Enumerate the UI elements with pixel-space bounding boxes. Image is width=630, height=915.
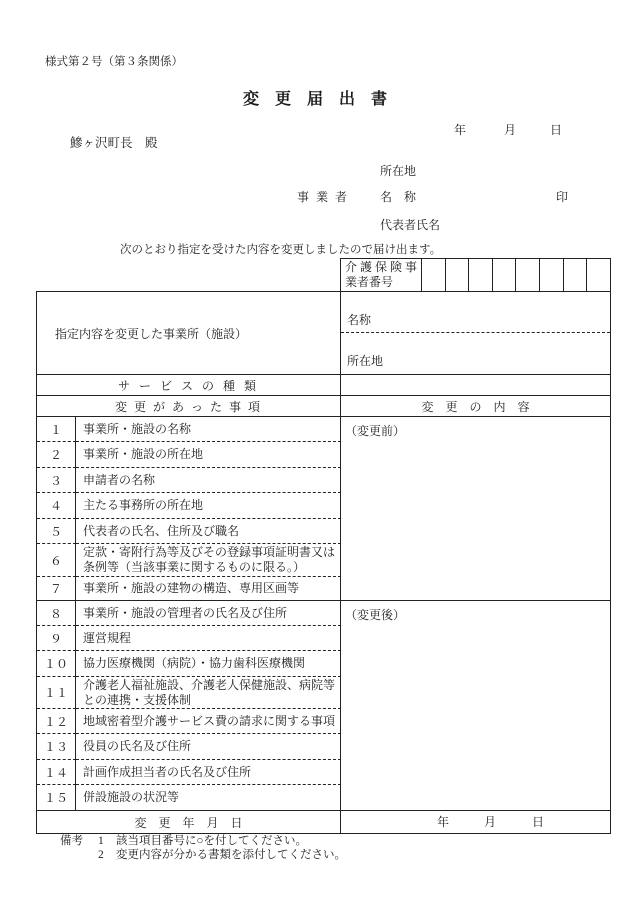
change-item-text — [76, 468, 341, 493]
facility-fields — [341, 292, 611, 375]
change-item-text-line: 協力医療機関（病院）・協力歯科医療機関 — [83, 656, 306, 670]
facility-row — [37, 292, 611, 375]
after-label: （変更後） — [345, 608, 406, 622]
provider-number-box — [340, 258, 611, 292]
change-item-text-line: 代表者の氏名、住所及び職名 — [83, 523, 240, 538]
change-item-text — [76, 760, 341, 785]
change-item-number: １１ — [37, 677, 76, 709]
addressee: 鰺ヶ沢町長 殿 — [70, 136, 158, 150]
intro-text: 次のとおり指定を受けた内容を変更しましたので届け出ます。 — [120, 244, 442, 256]
change-item-text-line: 介護老人福祉施設、介護老人保健施設、病院等 — [83, 677, 336, 692]
table-header-row — [37, 396, 611, 417]
provider-number-row — [341, 259, 611, 292]
provider-number-digit[interactable] — [564, 259, 588, 292]
change-item-row — [37, 417, 611, 442]
change-item-text — [76, 519, 341, 544]
applicant-address-label: 所在地 — [380, 164, 417, 178]
before-label: （変更前） — [345, 424, 406, 438]
change-form-table — [36, 291, 611, 834]
change-item-number: ９ — [37, 626, 76, 651]
change-item-text-line: 計画作成担当者の氏名及び住所 — [83, 764, 252, 779]
change-item-number: ４ — [37, 493, 76, 519]
applicant-group-label: 事 業 者 — [297, 190, 350, 204]
service-type-field[interactable] — [341, 375, 611, 396]
change-item-text — [76, 734, 341, 760]
provider-number-digit[interactable] — [493, 259, 517, 292]
items-header: 変 更 が あ っ た 事 項 — [37, 396, 341, 417]
change-item-text — [76, 677, 341, 709]
seal-label: 印 — [556, 190, 569, 204]
change-item-text-line: 定款・寄附行為等及びその登録事項証明書又は — [83, 545, 336, 559]
change-year-label: 年 — [437, 815, 450, 829]
change-item-number: ６ — [37, 544, 76, 577]
change-item-text — [76, 417, 341, 442]
provider-number-label-line1: 介 護 保 険 事 — [345, 260, 418, 274]
change-item-text-line: との連携・支援体制 — [83, 692, 192, 707]
change-item-number: ２ — [37, 442, 76, 468]
change-item-text — [76, 544, 341, 577]
change-item-number: １２ — [37, 709, 76, 734]
content-before-area[interactable] — [341, 417, 611, 601]
provider-number-digit[interactable] — [469, 259, 493, 292]
content-after-area[interactable] — [341, 601, 611, 811]
submission-day-label: 日 — [550, 123, 563, 137]
facility-name-field[interactable] — [341, 292, 610, 333]
provider-number-digit[interactable] — [422, 259, 446, 292]
content-header: 変 更 の 内 容 — [341, 396, 611, 417]
change-item-text-line: 事業所・施設の所在地 — [83, 447, 204, 461]
change-item-text — [76, 493, 341, 519]
change-item-number: １４ — [37, 760, 76, 785]
change-item-text-line: 条例等（当該事業に関するものに限る。） — [83, 560, 306, 574]
change-item-text-line: 事業所・施設の建物の構造、専用区画等 — [83, 581, 300, 595]
note-text: 該当項目番号に○を付してください。 — [116, 835, 307, 847]
change-item-text-line: 地域密着型介護サービス費の請求に関する事項 — [83, 713, 336, 728]
submission-year-label: 年 — [454, 123, 467, 137]
provider-number-digit[interactable] — [540, 259, 564, 292]
change-item-number: ７ — [37, 577, 76, 601]
change-day-label: 日 — [532, 815, 545, 829]
change-item-text-line: 運営規程 — [83, 630, 132, 645]
change-date-field[interactable] — [341, 811, 611, 834]
change-item-text — [76, 442, 341, 468]
change-item-text — [76, 785, 341, 811]
form-number: 様式第２号（第３条関係） — [45, 56, 183, 68]
note-number: 1 — [98, 835, 104, 847]
representative-label: 代表者氏名 — [380, 218, 441, 232]
change-item-text — [76, 709, 341, 734]
provider-number-digit[interactable] — [446, 259, 470, 292]
change-item-text — [76, 651, 341, 677]
provider-number-digit[interactable] — [516, 259, 540, 292]
provider-number-label-line2: 業者番号 — [345, 275, 394, 289]
facility-address-field[interactable] — [341, 333, 610, 373]
note-text: 変更内容が分かる書類を添付してください。 — [116, 849, 346, 861]
facility-address-label: 所在地 — [347, 354, 384, 368]
service-type-label: サ ー ビ ス の 種 類 — [37, 375, 341, 396]
change-item-text-line: 主たる事務所の所在地 — [83, 498, 204, 512]
applicant-name-label: 名 称 — [380, 190, 417, 204]
change-item-text-line: 事業所・施設の名称 — [83, 421, 192, 436]
page-title: 変 更 届 出 書 — [242, 91, 387, 108]
change-month-label: 月 — [484, 815, 497, 829]
change-date-label: 変 更 年 月 日 — [37, 811, 341, 834]
change-item-number: ５ — [37, 519, 76, 544]
change-item-number: １５ — [37, 785, 76, 811]
provider-number-label — [341, 259, 422, 292]
change-item-number: ８ — [37, 601, 76, 626]
change-item-text-line: 役員の氏名及び住所 — [83, 739, 192, 753]
notes-label: 備考 — [60, 835, 83, 847]
change-item-text — [76, 601, 341, 626]
service-type-row — [37, 375, 611, 396]
note-number: 2 — [98, 849, 104, 861]
submission-month-label: 月 — [504, 123, 517, 137]
change-item-number: １ — [37, 417, 76, 442]
change-item-number: １０ — [37, 651, 76, 677]
change-date-row — [37, 811, 611, 834]
change-item-text-line: 併設施設の状況等 — [83, 790, 180, 804]
change-item-text-line: 事業所・施設の管理者の氏名及び住所 — [83, 605, 288, 620]
change-item-row — [37, 601, 611, 626]
facility-name-label: 名称 — [347, 313, 372, 327]
facility-label: 指定内容を変更した事業所（施設） — [37, 292, 341, 375]
change-item-text-line: 申請者の名称 — [83, 472, 156, 487]
change-item-text — [76, 577, 341, 601]
change-item-number: １３ — [37, 734, 76, 760]
provider-number-digit[interactable] — [587, 259, 611, 292]
change-item-number: ３ — [37, 468, 76, 493]
change-item-text — [76, 626, 341, 651]
